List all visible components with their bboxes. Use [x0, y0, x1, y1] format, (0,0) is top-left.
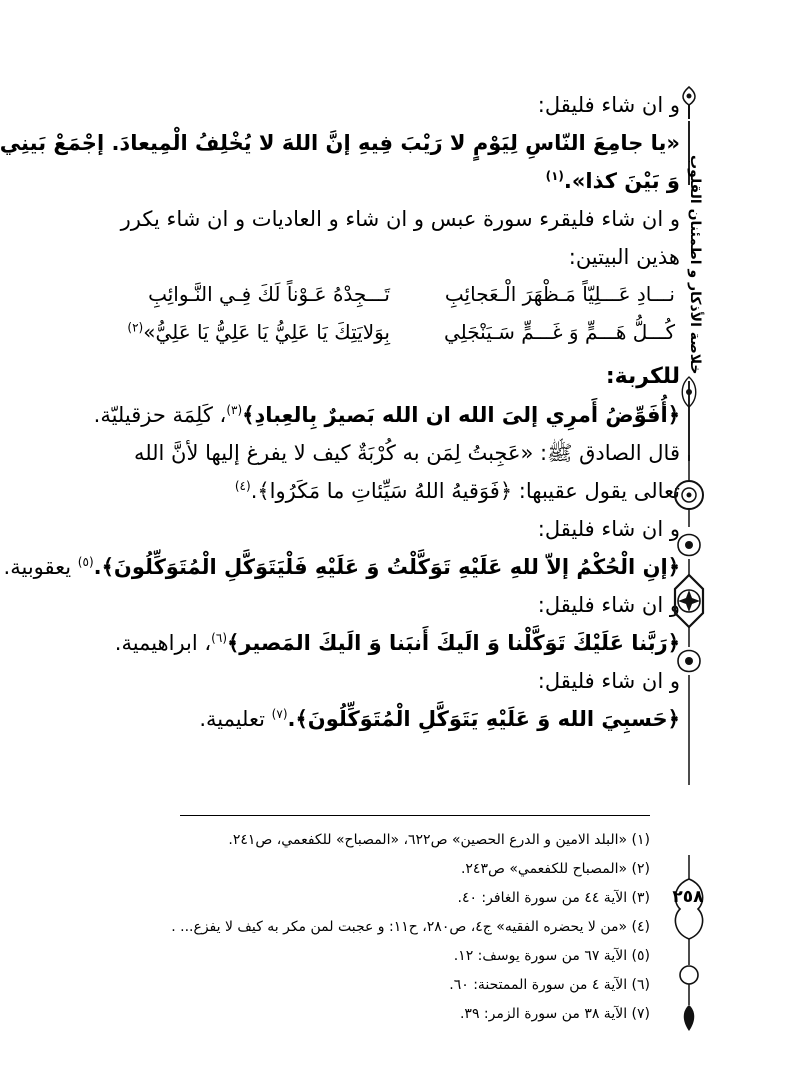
poem-verse — [120, 320, 675, 358]
footnote: (٧) الآية ٣٨ من سورة الزمر: ٣٩. — [459, 1006, 650, 1022]
floral-ornament-icon — [672, 455, 706, 785]
instruction-line: هذين البيتين: — [568, 245, 680, 269]
verse-line: ﴿رَبَّنا عَلَيْكَ تَوَكَّلْنا وَ الَيكَ أَنبَنا وَ الَيكَ المَصير﴾$^{(٦)}$، ابراهيمية. — [114, 631, 680, 655]
flourish-icon — [672, 375, 706, 409]
footnote-ref: (٦) — [211, 631, 227, 645]
poem-hemistich: كُـــلُّ هَـــمٍّ وَ غَـــمٍّ سَـيَنْجَلِي — [443, 320, 675, 344]
page-number: ٢٥٨ — [672, 887, 704, 907]
footnote-ref: (٧) — [271, 707, 288, 721]
poem-verse — [120, 282, 675, 320]
footnote: (٥) الآية ٦٧ من سورة يوسف: ١٢. — [453, 948, 650, 964]
poem-hemistich: نـــادِ عَـــلِيّاً مَـظْهَرَ الْـعَجائِبِ — [444, 282, 675, 306]
supplication-line: «يا جامِعَ النّاسِ لِيَوْمٍ لا رَيْبَ فِيهِ إنَّ اللهَ لا يُخْلِفُ الْمِيعادَ. إجْمَعْ بَينِي — [0, 131, 680, 155]
footnote: (٤) «من لا يحضره الفقيه» ج٤، ص٢٨٠، ح١١: و عجبت لمن مكر به كيف لا يفزع... . — [171, 919, 650, 935]
footnote: (٢) «المصباح للكفعمي» ص٢٤٣. — [460, 861, 650, 877]
footnote: (٣) الآية ٤٤ من سورة الغافر: ٤٠. — [457, 890, 650, 906]
verse-line: ﴿أُفَوِّضُ أَمرِي إلىَ الله ان الله بَصيرٌ بِالعِبادِ﴾$^{(٣)}$، كَلِمَة حزقيليّة. — [93, 403, 680, 427]
poem-hemistich: بِوَلايَتِكَ يَا عَلِيُّ يَا عَلِيُّ يَا عَلِيُّ»$^{(٢)}$ — [127, 320, 390, 344]
verse-line: ﴿إنِ الْحُكْمُ إلاّ للهِ عَلَيْهِ تَوَكَّلْتُ وَ عَلَيْهِ فَلْيَتَوَكَّلِ الْمُتَوَكِّلُونَ﴾.$^{(٥)}$ يعقوبية. — [3, 555, 680, 579]
footnote-ref: (٢) — [127, 320, 144, 335]
supplication-line-end: وَ بَيْنَ كذا».$^{(١)}$ — [545, 169, 680, 193]
poem — [120, 282, 675, 358]
instruction-line: و ان شاء فليقرء سورة عبس و ان شاء و العاديات و ان شاء يكرر — [120, 207, 680, 231]
instruction-line: و ان شاء فليقل: — [537, 669, 680, 693]
footnotes — [90, 826, 650, 1029]
footnote-ref: (١) — [545, 169, 564, 183]
top-flourish-icon — [672, 85, 706, 121]
footnote-separator — [180, 815, 650, 816]
footnote-ref: (٣) — [226, 403, 243, 417]
footnote-ref: (٥) — [77, 555, 94, 569]
poem-hemistich: تَـــجِدْهُ عَـوْناً لَكَ فِـي النَّـوائِبِ — [148, 282, 390, 306]
body-text — [0, 86, 680, 276]
hadith-line: قال الصادق ﷺ: «عَجِبتُ لِمَن به كُرْبَةٌ كيف لا يفرغ إليها لأنَّ الله — [133, 441, 680, 465]
section-heading: للكربة: — [605, 364, 680, 389]
verse-line: ﴿حَسبِيَ الله وَ عَلَيْهِ يَتَوَكَّلِ الْمُتَوَكِّلُونَ﴾.$^{(٧)}$ تعليمية. — [199, 707, 680, 731]
instruction-line: و ان شاء فليقل: — [537, 517, 680, 541]
footnote-ref: (٤) — [234, 479, 251, 493]
running-title: خلاصة الأذكار و اطمئنان القلوب — [687, 155, 703, 375]
instruction-line: و ان شاء فليقل: — [537, 593, 680, 617]
footnote: (٦) الآية ٤ من سورة الممتحنة: ٦٠. — [449, 977, 650, 993]
hadith-line: تعالى يقول عقيبها: ﴿فَوَقيهُ اللهُ سَيِّئاتِ ما مَكَرُوا﴾.$^{(٤)}$ — [234, 479, 680, 503]
instruction-line: و ان شاء فليقل: — [537, 93, 680, 117]
footnote: (١) «البلد الامين و الدرع الحصين» ص٦٢٢، «المصباح» للكفعمي، ص٢٤١. — [228, 832, 650, 848]
body-text-lower — [3, 358, 680, 738]
